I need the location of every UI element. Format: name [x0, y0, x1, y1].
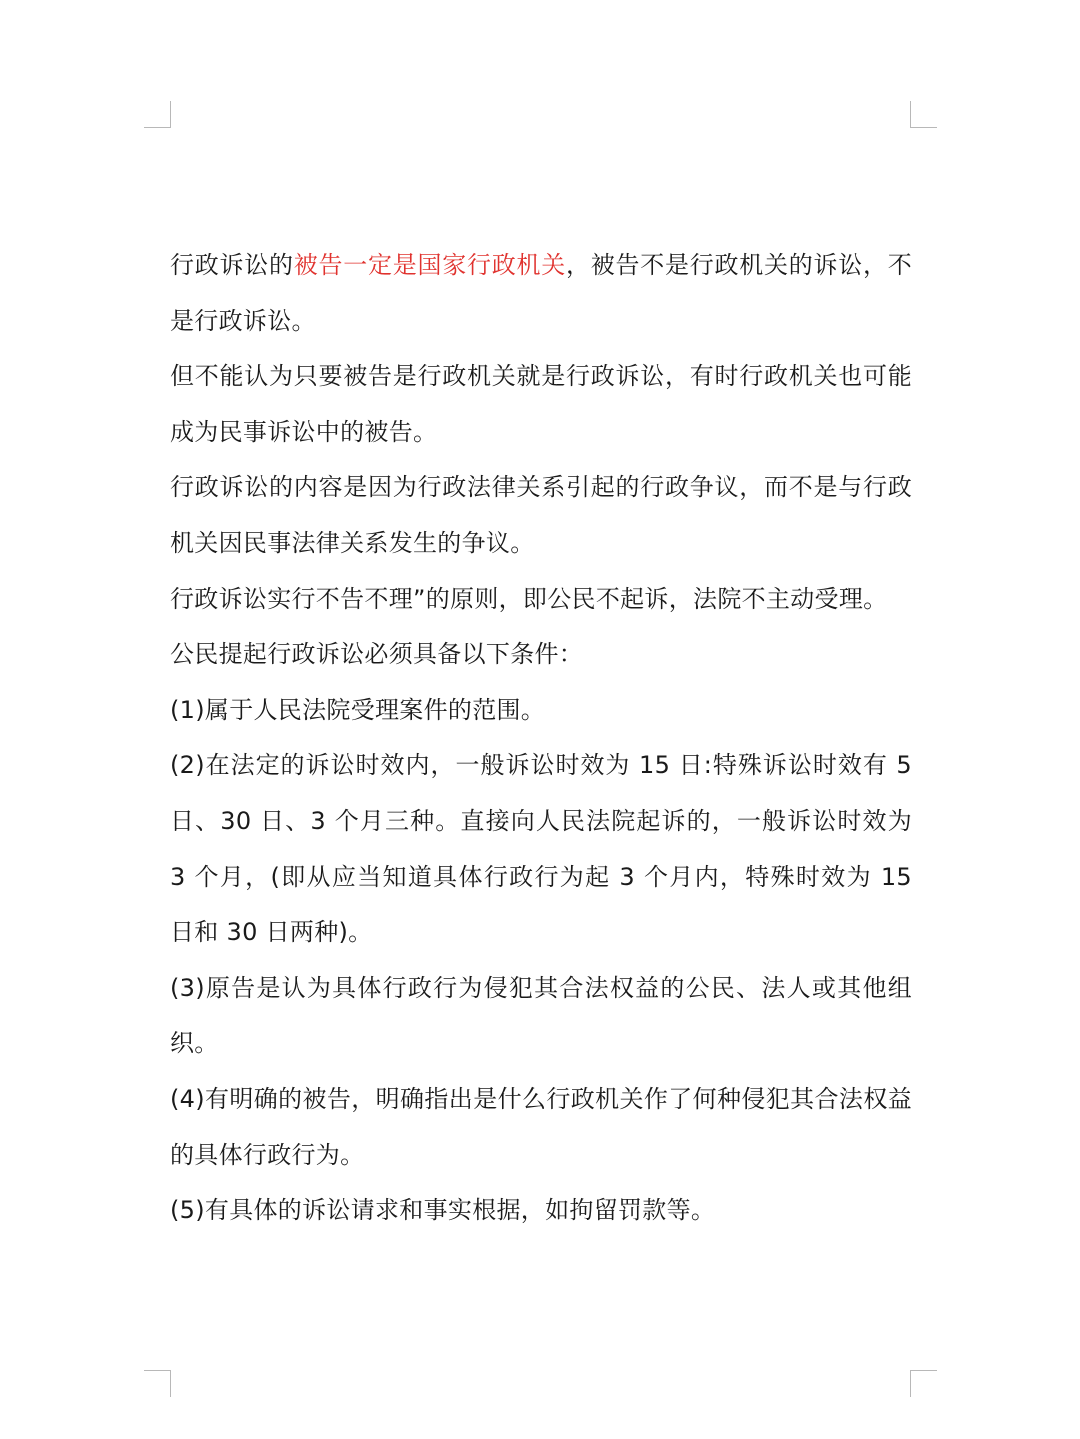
- condition-item-1: (1)属于人民法院受理案件的范围。: [170, 695, 546, 724]
- paragraph-defendant: [170, 238, 912, 349]
- condition-item-2: (2)在法定的诉讼时效内，一般诉讼时效为 15 日:特殊诉讼时效有 5 日、30 日、3 个月三种。直接向人民法院起诉的，一般诉讼时效为 3 个月，(即从应当知道具体行政行为起 3 个月内，特殊时效为 15 日和 30 日两种)。: [170, 751, 912, 947]
- paragraph-text: ，被告不是行政机关的诉讼，不是行政诉讼。: [170, 251, 913, 335]
- document-body: [170, 238, 912, 1239]
- paragraph-text: 行政诉讼的: [170, 251, 294, 279]
- condition-item-4: (4)有明确的被告，明确指出是什么行政机关作了何种侵犯其合法权益的具体行政行为。: [170, 1084, 912, 1169]
- page-corner-mark-bottom-left: [144, 1370, 171, 1397]
- condition-item-5: (5)有具体的诉讼请求和事实根据，如拘留罚款等。: [170, 1196, 716, 1225]
- paragraph-conditions-intro: 公民提起行政诉讼必须具备以下条件：: [170, 640, 584, 669]
- page-corner-mark-top-right: [910, 101, 937, 128]
- paragraph-principle: 行政诉讼实行不告不理”的原则，即公民不起诉，法院不主动受理。: [170, 584, 888, 613]
- page-corner-mark-bottom-right: [910, 1370, 937, 1397]
- highlighted-phrase: 被告一定是国家行政机关: [293, 251, 566, 279]
- paragraph-content: 行政诉讼的内容是因为行政法律关系引起的行政争议，而不是与行政机关因民事法律关系发生的争议。: [170, 473, 912, 557]
- condition-item-3: (3)原告是认为具体行政行为侵犯其合法权益的公民、法人或其他组织。: [170, 973, 912, 1058]
- paragraph-civil-defendant: 但不能认为只要被告是行政机关就是行政诉讼，有时行政机关也可能成为民事诉讼中的被告。: [170, 362, 912, 446]
- page-corner-mark-top-left: [144, 101, 171, 128]
